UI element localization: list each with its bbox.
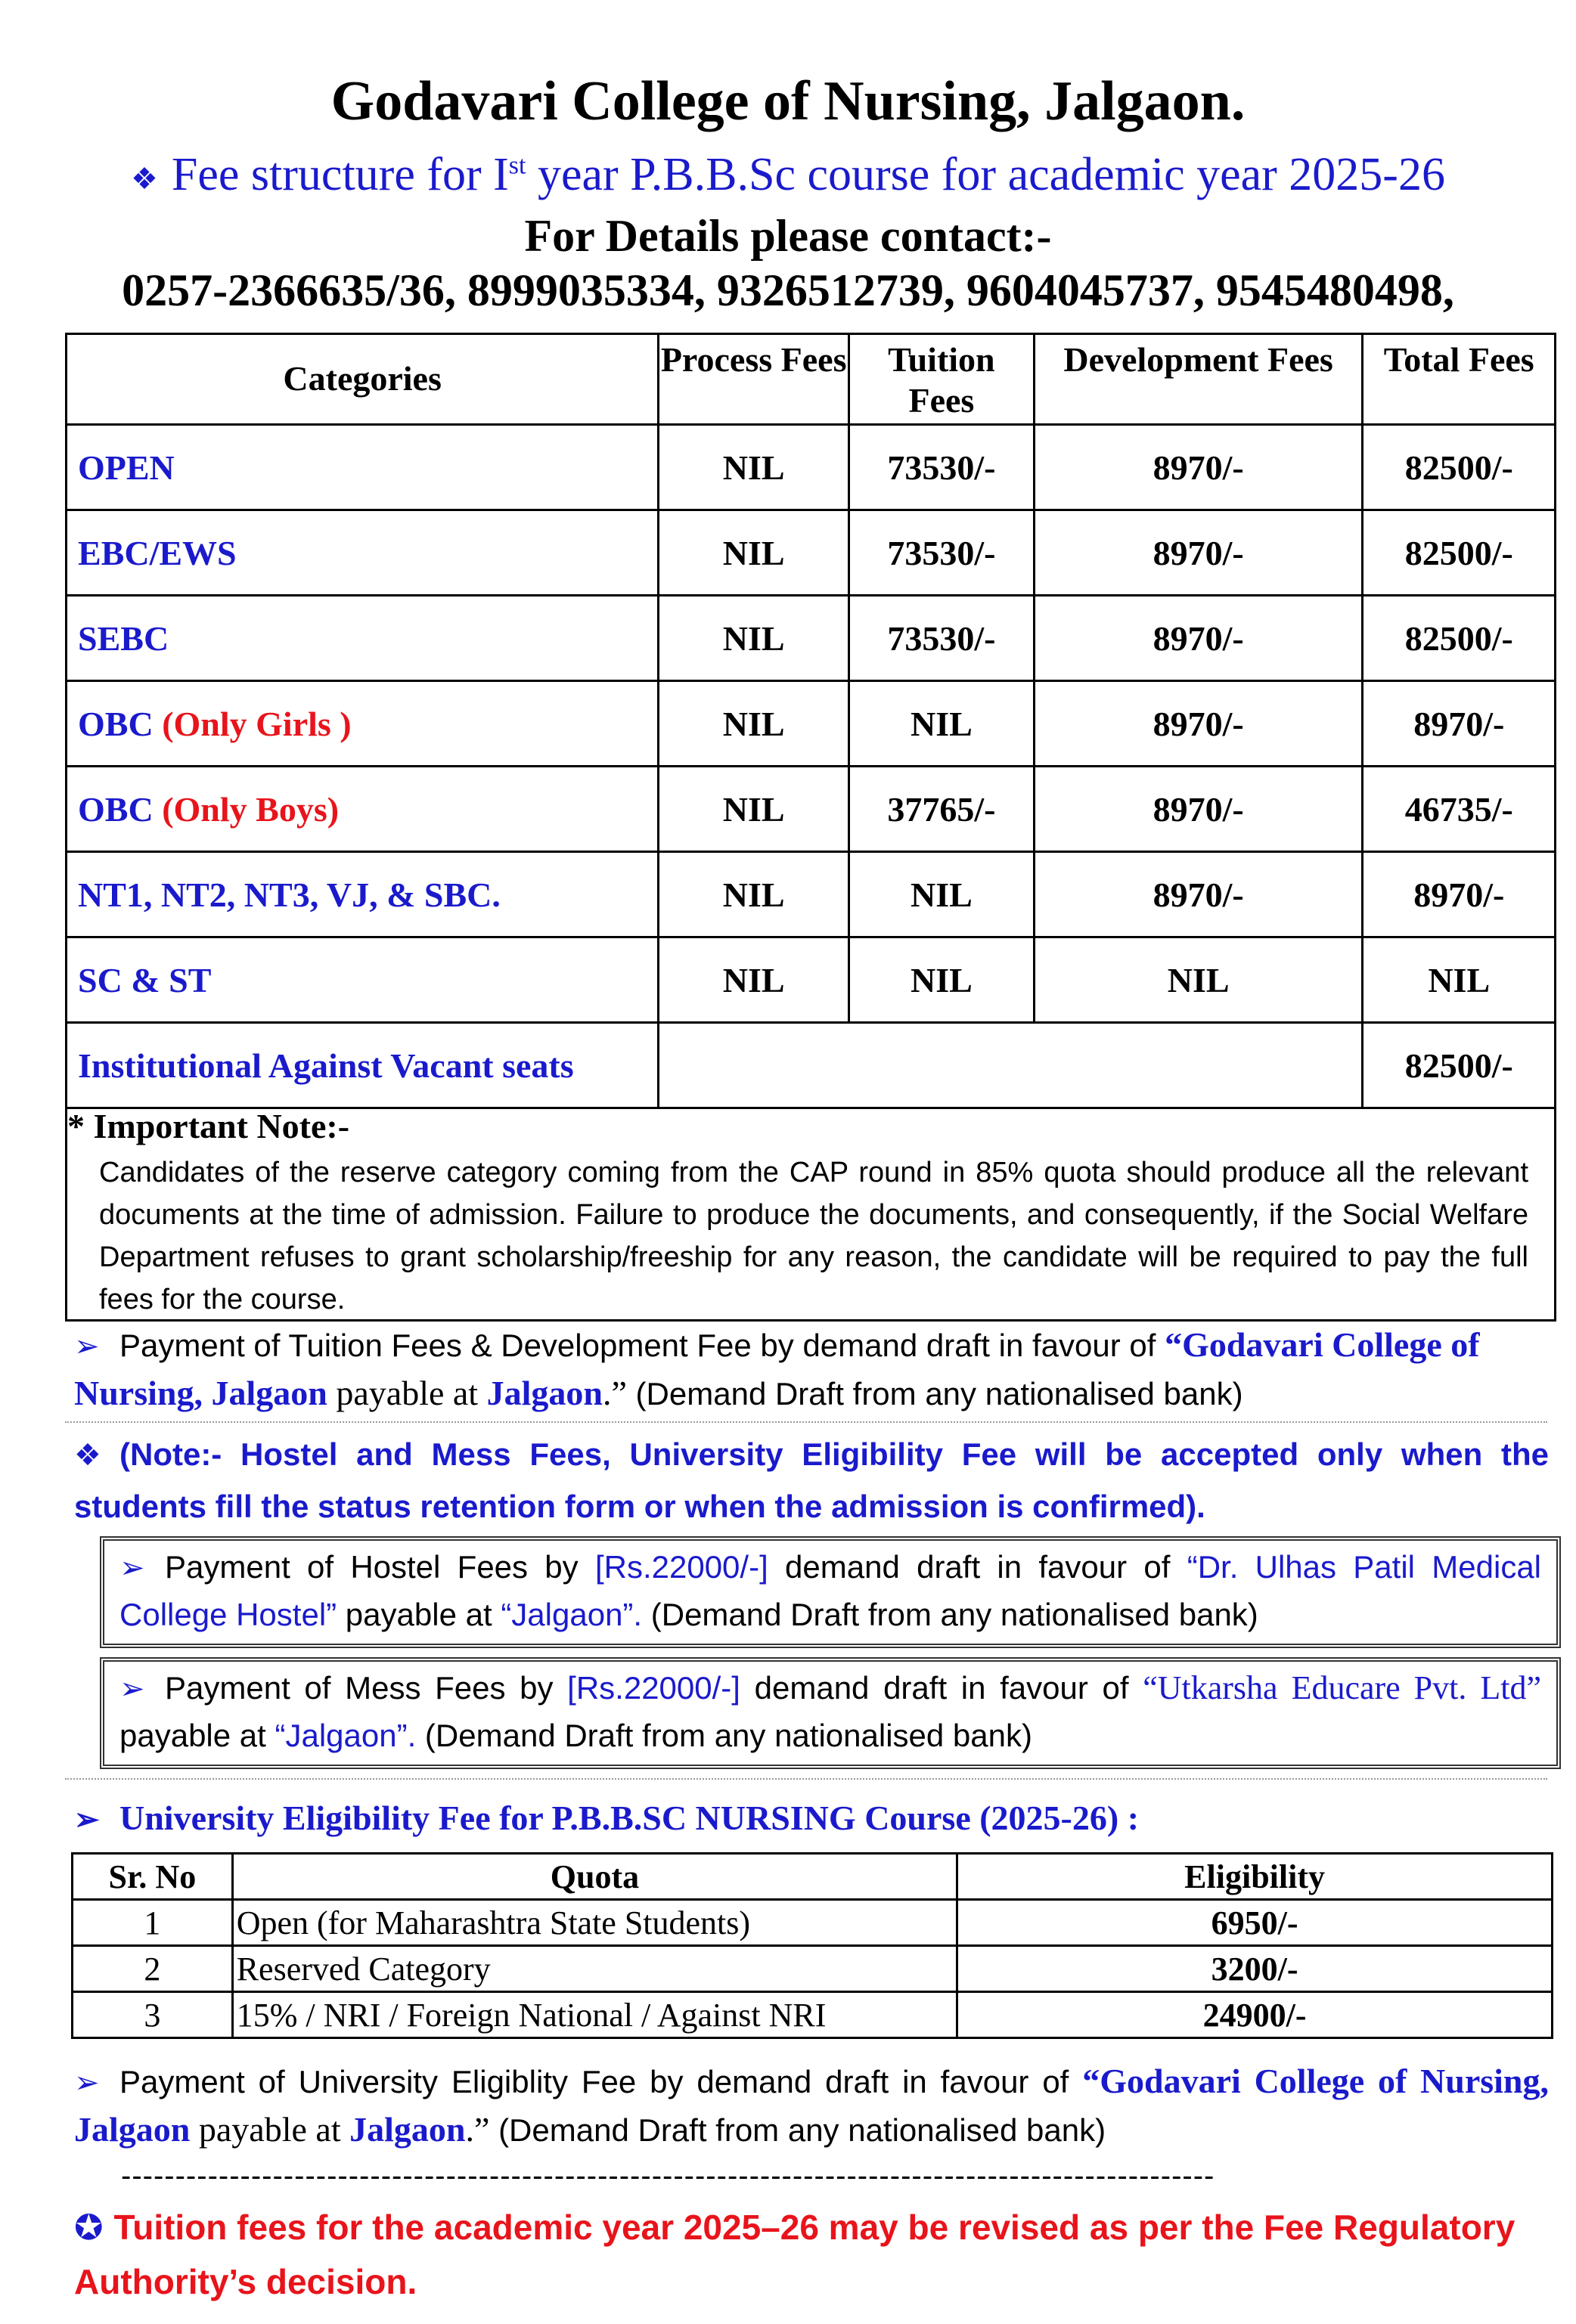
table-row bbox=[67, 596, 1556, 681]
tuition-fee-cell: NIL bbox=[849, 852, 1035, 937]
total-fee-cell: 82500/- bbox=[1363, 510, 1556, 596]
institutional-row bbox=[67, 1023, 1556, 1108]
subtitle-text: Fee structure for I bbox=[171, 149, 509, 200]
table-row bbox=[67, 767, 1556, 852]
hostel-fee-text: ➢ Payment of Hostel Fees by [Rs.22000/-] demand draft in favour of “Dr. Ulhas Patil Medical College Hostel” payable at “Jalgaon”. (Demand Draft from any nationalised bank) bbox=[119, 1544, 1541, 1639]
total-fee-cell: 8970/- bbox=[1363, 852, 1556, 937]
total-fee-cell: 46735/- bbox=[1363, 767, 1556, 852]
table-row bbox=[67, 681, 1556, 767]
arrow-bullet-icon: ➢ bbox=[74, 1329, 100, 1363]
header-categories: Categories bbox=[67, 334, 659, 425]
important-note-box bbox=[65, 1103, 1556, 1322]
dashed-separator: ----------------------------------------------------------------------------------------------------- bbox=[121, 2159, 1215, 2192]
development-fee-cell: 8970/- bbox=[1034, 852, 1363, 937]
table-row bbox=[67, 425, 1556, 510]
development-fee-cell: 8970/- bbox=[1034, 596, 1363, 681]
university-payment-instruction: ➢ Payment of University Eligiblity Fee by demand draft in favour of “Godavari College of Nursing, Jalgaon payable at Jalgaon.” (Demand Draft from any nationalised bank) bbox=[74, 2058, 1549, 2154]
category-cell: SEBC bbox=[67, 596, 659, 681]
total-fee-cell: 8970/- bbox=[1363, 681, 1556, 767]
process-fee-cell: NIL bbox=[659, 767, 849, 852]
process-fee-cell: NIL bbox=[659, 937, 849, 1023]
process-fee-cell: NIL bbox=[659, 510, 849, 596]
eligibility-table bbox=[71, 1852, 1553, 2039]
important-note-heading: * Important Note:- bbox=[67, 1107, 350, 1145]
sr-cell: 2 bbox=[73, 1946, 233, 1992]
header-tuition-fees: Tuition Fees bbox=[849, 334, 1035, 425]
mess-fee-text: ➢ Payment of Mess Fees by [Rs.22000/-] demand draft in favour of “Utkarsha Educare Pvt. Ltd” payable at “Jalgaon”. (Demand Draft from any nationalised bank) bbox=[119, 1665, 1541, 1760]
development-fee-cell: 8970/- bbox=[1034, 767, 1363, 852]
total-fee-cell: 82500/- bbox=[1363, 425, 1556, 510]
category-cell: NT1, NT2, NT3, VJ, & SBC. bbox=[67, 852, 659, 937]
process-fee-cell: NIL bbox=[659, 596, 849, 681]
eligibility-fee-cell: 6950/- bbox=[957, 1900, 1553, 1946]
category-cell: OBC (Only Boys) bbox=[67, 767, 659, 852]
total-fee-cell: 82500/- bbox=[1363, 596, 1556, 681]
tuition-fee-cell: NIL bbox=[849, 937, 1035, 1023]
subtitle-text-end: year P.B.B.Sc course for academic year 2025-26 bbox=[526, 149, 1445, 200]
header-sr-no: Sr. No bbox=[73, 1854, 233, 1900]
diamond-bullet-icon: ❖ bbox=[131, 162, 158, 197]
table-row bbox=[67, 510, 1556, 596]
eligibility-fee-cell: 3200/- bbox=[957, 1946, 1553, 1992]
table-row bbox=[67, 852, 1556, 937]
tuition-revision-note: ✪ Tuition fees for the academic year 2025–26 may be revised as per the Fee Regulatory Authority’s decision. bbox=[74, 2208, 1516, 2301]
development-fee-cell: NIL bbox=[1034, 937, 1363, 1023]
dotted-separator bbox=[65, 1421, 1547, 1423]
category-cell: SC & ST bbox=[67, 937, 659, 1023]
total-fee-cell: 82500/- bbox=[1363, 1023, 1556, 1108]
header-eligibility: Eligibility bbox=[957, 1854, 1553, 1900]
contact-phones: 0257-2366635/36, 8999035334, 9326512739, 9604045737, 9545480498, bbox=[122, 265, 1454, 315]
development-fee-cell: 8970/- bbox=[1034, 681, 1363, 767]
sr-cell: 3 bbox=[73, 1992, 233, 2038]
diamond-bullet-icon: ❖ bbox=[74, 1439, 101, 1472]
important-note-body: Candidates of the reserve category coming from the CAP round in 85% quota should produce all the relevant documents at the time of admission. Failure to produce the documents, and consequently, if the Social Welfare Department refuses to grant scholarship/freeship for any reason, the candidate will be required to pay the full fees for the course. bbox=[99, 1157, 1528, 1315]
header-development-fees: Development Fees bbox=[1034, 334, 1363, 425]
category-cell: OPEN bbox=[67, 425, 659, 510]
process-fee-cell: NIL bbox=[659, 681, 849, 767]
page-title: Godavari College of Nursing, Jalgaon. bbox=[330, 70, 1246, 132]
arrow-bullet-icon: ➢ bbox=[74, 1802, 100, 1836]
university-eligibility-heading: ➢ University Eligibility Fee for P.B.B.SC NURSING Course (2025-26) : bbox=[74, 1795, 1549, 1843]
fee-table-header-row bbox=[67, 334, 1556, 425]
quota-cell: Reserved Category bbox=[232, 1946, 957, 1992]
eligibility-fee-cell: 24900/- bbox=[957, 1992, 1553, 2038]
subtitle-superscript: st bbox=[508, 151, 526, 180]
quota-cell: 15% / NRI / Foreign National / Against NRI bbox=[232, 1992, 957, 2038]
tuition-payment-instruction: ➢ Payment of Tuition Fees & Development Fee by demand draft in favour of “Godavari College of Nursing, Jalgaon payable at Jalgaon.” (Demand Draft from any nationalised bank) bbox=[74, 1322, 1549, 1418]
process-fee-cell: NIL bbox=[659, 852, 849, 937]
header-quota: Quota bbox=[232, 1854, 957, 1900]
mess-fee-box bbox=[100, 1657, 1561, 1769]
development-fee-cell: 8970/- bbox=[1034, 425, 1363, 510]
header-total-fees: Total Fees bbox=[1363, 334, 1556, 425]
tuition-fee-cell: 37765/- bbox=[849, 767, 1035, 852]
table-row bbox=[73, 1946, 1553, 1992]
header-process-fees: Process Fees bbox=[659, 334, 849, 425]
dotted-separator bbox=[65, 1778, 1547, 1780]
category-cell: EBC/EWS bbox=[67, 510, 659, 596]
fee-structure-subtitle bbox=[0, 148, 1576, 202]
sr-cell: 1 bbox=[73, 1900, 233, 1946]
category-cell: Institutional Against Vacant seats bbox=[67, 1023, 659, 1108]
tuition-fee-cell: 73530/- bbox=[849, 425, 1035, 510]
quota-cell: Open (for Maharashtra State Students) bbox=[232, 1900, 957, 1946]
tuition-fee-cell: 73530/- bbox=[849, 510, 1035, 596]
fee-table bbox=[65, 333, 1556, 1109]
arrow-bullet-icon: ➢ bbox=[74, 2065, 100, 2099]
table-row bbox=[67, 937, 1556, 1023]
arrow-bullet-icon: ➢ bbox=[119, 1672, 145, 1706]
tuition-fee-cell: 73530/- bbox=[849, 596, 1035, 681]
star-bullet-icon: ✪ bbox=[74, 2208, 104, 2247]
eligibility-header-row bbox=[73, 1854, 1553, 1900]
hostel-mess-note: ❖ (Note:- Hostel and Mess Fees, University Eligibility Fee will be accepted only when the students fill the status retention form or when the admission is confirmed). bbox=[74, 1429, 1549, 1532]
tuition-fee-cell: NIL bbox=[849, 681, 1035, 767]
empty-merged-cell bbox=[659, 1023, 1363, 1108]
category-cell: OBC (Only Girls ) bbox=[67, 681, 659, 767]
total-fee-cell: NIL bbox=[1363, 937, 1556, 1023]
development-fee-cell: 8970/- bbox=[1034, 510, 1363, 596]
hostel-fee-box bbox=[100, 1536, 1561, 1648]
table-row bbox=[73, 1992, 1553, 2038]
contact-heading: For Details please contact:- bbox=[524, 211, 1052, 261]
arrow-bullet-icon: ➢ bbox=[119, 1551, 145, 1585]
process-fee-cell: NIL bbox=[659, 425, 849, 510]
table-row bbox=[73, 1900, 1553, 1946]
